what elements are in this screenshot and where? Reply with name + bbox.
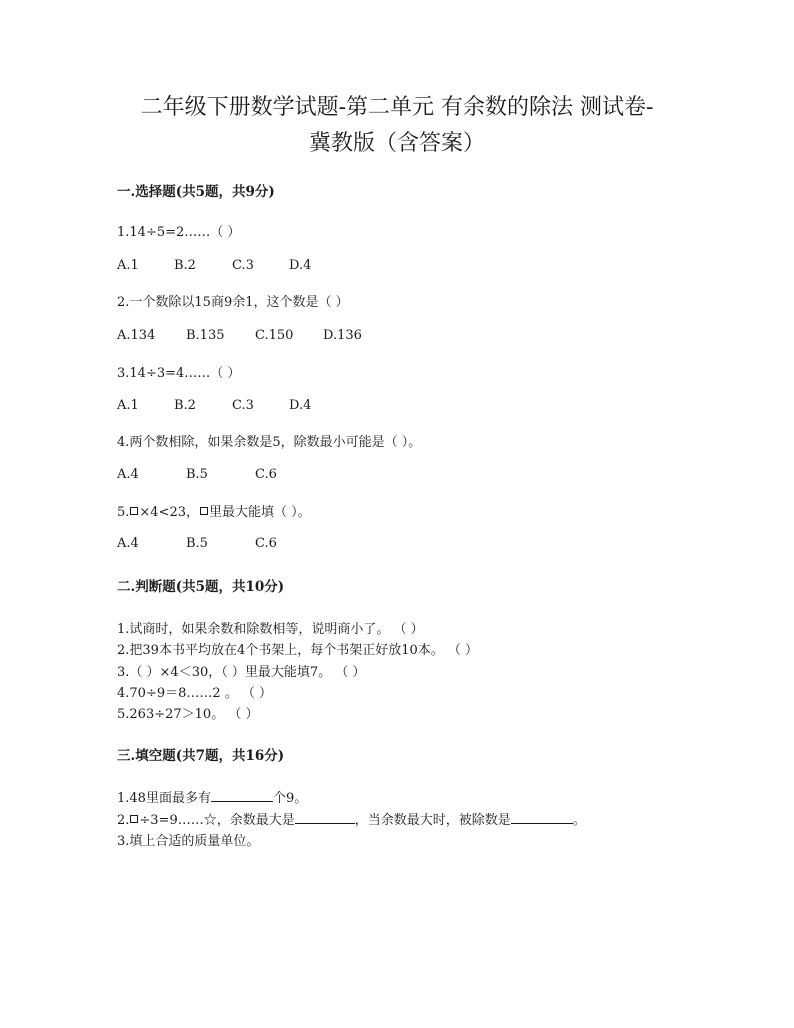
option-b[interactable]: B.2 [174, 258, 196, 273]
s1-q3-options [117, 398, 311, 413]
s2-item-1: 1.试商时，如果余数和除数相等，说明商小了。 （ ） [117, 622, 424, 637]
section-2-heading: 二.判断题(共5题，共10分) [117, 579, 285, 595]
square-box-icon [130, 815, 138, 823]
s2-item-2: 2.把39本书平均放在4个书架上，每个书架正好放10本。 （ ） [117, 643, 479, 658]
title-line-2: 冀教版（含答案） [308, 131, 485, 156]
option-d[interactable]: D.136 [323, 328, 362, 343]
option-c[interactable]: C.3 [232, 258, 254, 273]
answer-blank[interactable] [295, 811, 355, 824]
s1-question-5: 5. ×4<23， 里最大能填（ ）。 [117, 505, 311, 520]
square-box-icon [200, 507, 208, 515]
option-b[interactable]: B.2 [174, 398, 196, 413]
option-a[interactable]: A.1 [117, 258, 139, 273]
title-line-1: 二年级下册数学试题-第二单元 有余数的除法 测试卷- [140, 95, 654, 120]
s3-question-1: 1.48里面最多有 个9。 [117, 791, 308, 806]
s1-question-4: 4.两个数相除，如果余数是5，除数最小可能是（ ）。 [117, 435, 422, 450]
option-d[interactable]: D.4 [289, 398, 312, 413]
option-a[interactable]: A.1 [117, 398, 139, 413]
option-b[interactable]: B.5 [186, 467, 208, 482]
option-d[interactable]: D.4 [289, 258, 312, 273]
answer-blank[interactable] [511, 811, 573, 824]
square-box-icon [130, 507, 138, 515]
s1-q5-options [117, 536, 277, 551]
s3-question-2: 2. ÷3=9……☆，余数最大是 ，当余数最大时，被除数是 。 [117, 813, 586, 828]
option-b[interactable]: B.5 [186, 536, 208, 551]
option-a[interactable]: A.4 [117, 536, 139, 551]
option-c[interactable]: C.150 [255, 328, 294, 343]
s1-q2-options [117, 328, 362, 343]
s2-item-4: 4.70÷9＝8……2 。 （ ） [117, 686, 273, 701]
s3-question-3: 3.填上合适的质量单位。 [117, 834, 260, 849]
answer-blank[interactable] [211, 789, 273, 802]
section-3-heading: 三.填空题(共7题，共16分) [117, 748, 285, 764]
s2-item-3: 3.（ ）×4＜30，（ ）里最大能填7。 （ ） [117, 665, 366, 680]
s1-question-1: 1.14÷5=2……（ ） [117, 225, 241, 240]
s2-item-5: 5.263÷27＞10。 （ ） [117, 707, 259, 722]
option-a[interactable]: A.134 [117, 328, 156, 343]
s1-question-3: 3.14÷3=4……（ ） [117, 366, 241, 381]
page-title [60, 90, 734, 162]
option-a[interactable]: A.4 [117, 467, 139, 482]
s1-q1-options [117, 258, 311, 273]
option-c[interactable]: C.6 [255, 536, 277, 551]
option-b[interactable]: B.135 [186, 328, 225, 343]
section-1-heading: 一.选择题(共5题，共9分) [117, 184, 275, 200]
option-c[interactable]: C.3 [232, 398, 254, 413]
s1-question-2: 2.一个数除以15商9余1，这个数是（ ） [117, 295, 349, 310]
option-c[interactable]: C.6 [255, 467, 277, 482]
s1-q4-options [117, 467, 277, 482]
